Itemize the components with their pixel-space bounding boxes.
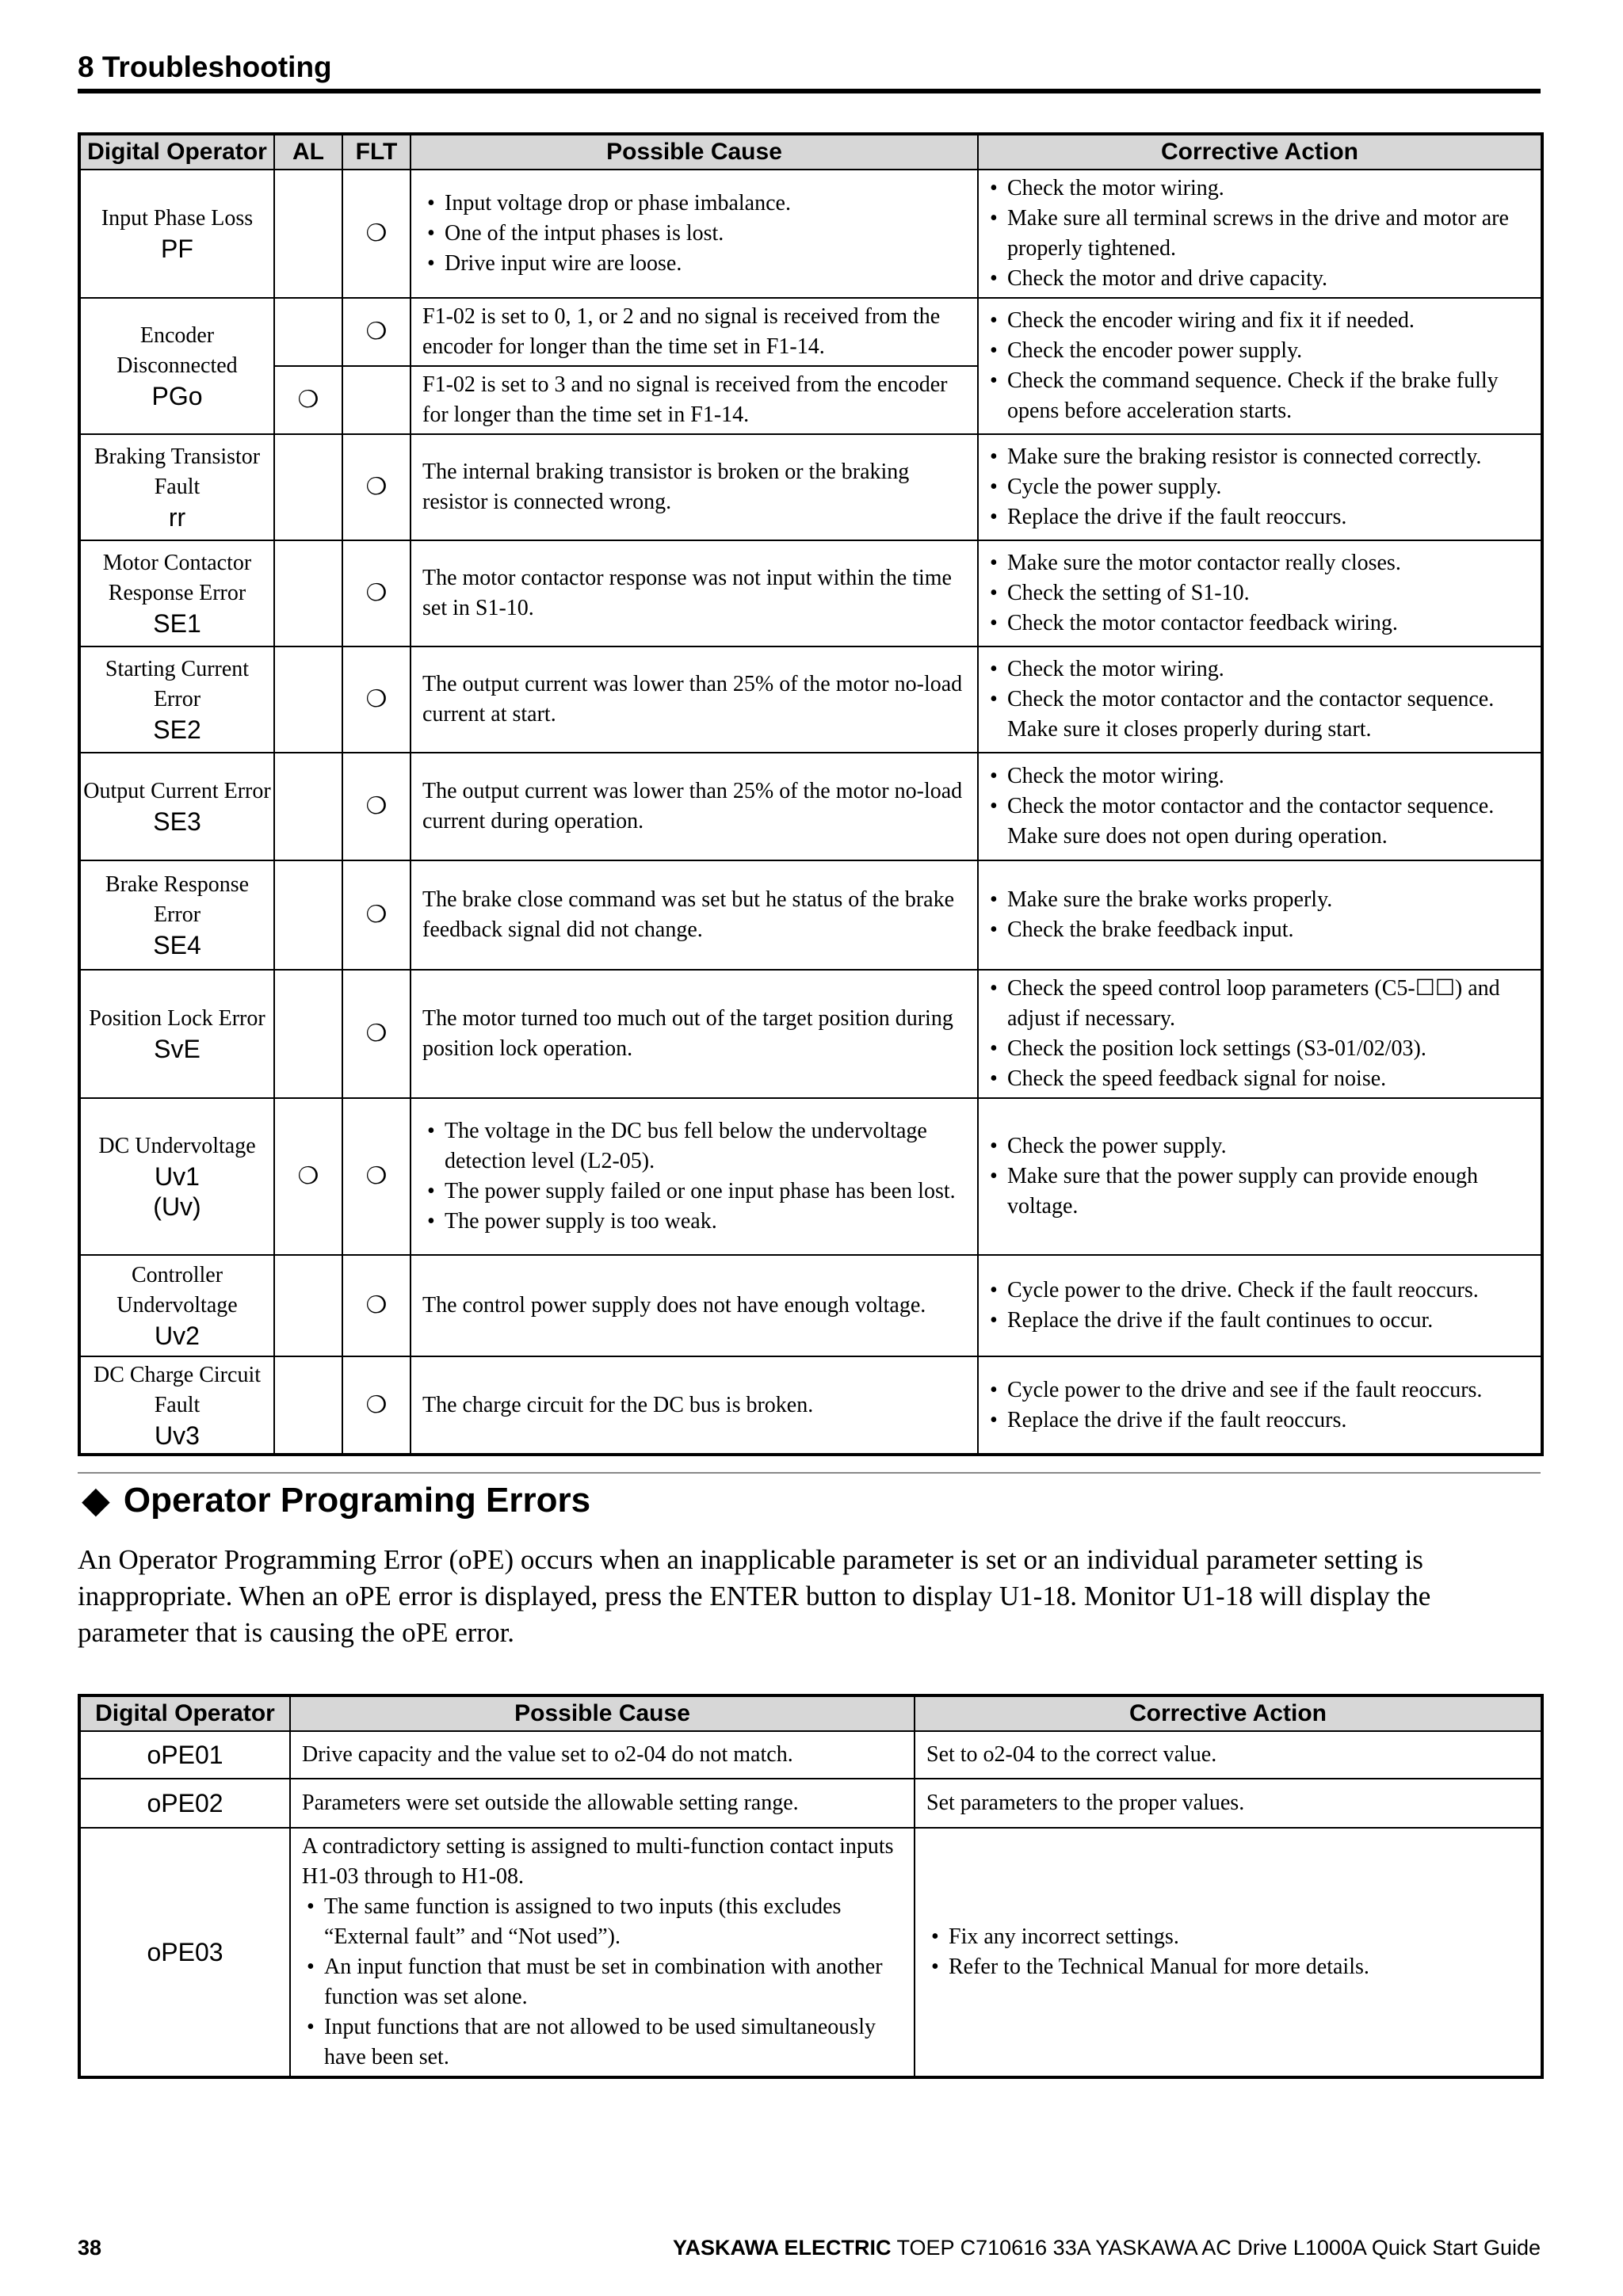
flt-cell [342, 366, 411, 434]
ope-code: oPE02 [79, 1779, 290, 1828]
al-cell [274, 753, 342, 860]
fault-code: PF [161, 235, 193, 263]
digital-operator-cell [79, 540, 274, 646]
header-possible-cause: Possible Cause [290, 1695, 915, 1731]
list-item: • Check the motor contactor and the contactor sequence. Make sure it closes properly during start. [985, 685, 1534, 745]
table-row [79, 753, 1542, 860]
possible-cause-cell [411, 170, 978, 298]
list-item: • Make sure the motor contactor really closes. [985, 548, 1534, 578]
list-item: • Check the position lock settings (S3-01/02/03). [985, 1034, 1534, 1064]
header-possible-cause: Possible Cause [411, 134, 978, 170]
possible-cause-cell: The charge circuit for the DC bus is broken. [411, 1356, 978, 1455]
table-row [79, 1098, 1542, 1255]
section-divider [78, 1472, 1541, 1474]
list-item: • Replace the drive if the fault reoccurs. [985, 502, 1534, 532]
list-item: • Cycle power to the drive and see if the fault reoccurs. [985, 1375, 1534, 1405]
digital-operator-cell [79, 1356, 274, 1455]
al-cell [274, 1356, 342, 1455]
possible-cause-cell: F1-02 is set to 3 and no signal is received from the encoder for longer than the time set in F1-14. [411, 366, 978, 434]
table-row [79, 646, 1542, 753]
list-item: • Check the motor and drive capacity. [985, 264, 1534, 294]
flt-cell: ❍ [342, 298, 411, 366]
flt-cell: ❍ [342, 1098, 411, 1255]
fault-code: SE4 [153, 931, 201, 959]
possible-cause-cell: The brake close command was set but he status of the brake feedback signal did not change. [411, 860, 978, 970]
list-item: • Check the motor wiring. [985, 761, 1534, 791]
header-corrective-action: Corrective Action [915, 1695, 1542, 1731]
fault-code: SE3 [153, 807, 201, 836]
footer-brand: YASKAWA ELECTRIC [672, 2236, 892, 2260]
fault-name: Braking Transistor Fault [94, 444, 261, 499]
fault-name: Encoder Disconnected [116, 323, 238, 378]
list-item: • Cycle the power supply. [985, 472, 1534, 502]
table-row [79, 434, 1542, 540]
flt-cell: ❍ [342, 1255, 411, 1356]
list-item: • Check the brake feedback input. [985, 915, 1534, 945]
al-cell [274, 540, 342, 646]
diamond-bullet-icon: ◆ [82, 1481, 109, 1520]
possible-cause-cell [411, 1098, 978, 1255]
list-item: • Check the speed feedback signal for noise. [985, 1064, 1534, 1094]
digital-operator-cell [79, 646, 274, 753]
flt-cell: ❍ [342, 860, 411, 970]
possible-cause-cell: The motor contactor response was not input within the time set in S1-10. [411, 540, 978, 646]
corrective-action-cell [978, 1356, 1542, 1455]
cause-intro: A contradictory setting is assigned to multi-function contact inputs H1-03 through to H1-08. [302, 1834, 894, 1889]
corrective-action-cell [978, 1255, 1542, 1356]
table-row [79, 970, 1542, 1098]
list-item: • Make sure that the power supply can provide enough voltage. [985, 1161, 1534, 1222]
corrective-action-cell [978, 1098, 1542, 1255]
list-item: • An input function that must be set in combination with another function was set alone. [302, 1952, 906, 2012]
corrective-action-cell [978, 170, 1542, 298]
al-cell [274, 170, 342, 298]
possible-cause-cell: The control power supply does not have enough voltage. [411, 1255, 978, 1356]
al-cell [274, 434, 342, 540]
list-item: • Input functions that are not allowed to be used simultaneously have been set. [302, 2012, 906, 2073]
list-item: • Check the motor contactor feedback wiring. [985, 608, 1534, 639]
fault-name: Brake Response Error [105, 872, 250, 927]
list-item: • Check the encoder wiring and fix it if needed. [985, 306, 1534, 336]
fault-code: SE1 [153, 609, 201, 638]
corrective-action-cell [978, 970, 1542, 1098]
section-title: Operator Programing Errors [123, 1481, 591, 1520]
list-item: • Make sure the braking resistor is connected correctly. [985, 442, 1534, 472]
possible-cause-cell: The output current was lower than 25% of the motor no-load current at start. [411, 646, 978, 753]
list-item: • Check the motor wiring. [985, 654, 1534, 685]
list-item: • Check the motor contactor and the contactor sequence. Make sure does not open during operation. [985, 791, 1534, 852]
table-row [79, 298, 1542, 366]
list-item: • Check the motor wiring. [985, 174, 1534, 204]
possible-cause-cell: The motor turned too much out of the target position during position lock operation. [411, 970, 978, 1098]
list-item: • Fix any incorrect settings. [926, 1922, 1534, 1952]
table-row [79, 1356, 1542, 1455]
possible-cause-cell [290, 1828, 915, 2077]
al-cell [274, 1255, 342, 1356]
page-title: 8 Troubleshooting [78, 51, 332, 83]
list-item: • Refer to the Technical Manual for more details. [926, 1952, 1534, 1982]
list-item: • Check the power supply. [985, 1131, 1534, 1161]
table-row [79, 1255, 1542, 1356]
fault-table [78, 132, 1544, 1456]
fault-code-alt: (Uv) [153, 1192, 201, 1221]
table-row [79, 1828, 1542, 2077]
digital-operator-cell [79, 970, 274, 1098]
ope-code: oPE03 [79, 1828, 290, 2077]
possible-cause-cell: The output current was lower than 25% of the motor no-load current during operation. [411, 753, 978, 860]
fault-name: Position Lock Error [89, 1006, 265, 1031]
corrective-action-cell: Set to o2-04 to the correct value. [915, 1731, 1542, 1779]
list-item: • Check the encoder power supply. [985, 336, 1534, 366]
header-corrective-action: Corrective Action [978, 134, 1542, 170]
fault-table-header [79, 134, 1542, 170]
digital-operator-cell [79, 298, 274, 434]
list-item: • Input voltage drop or phase imbalance. [422, 189, 969, 219]
possible-cause-cell: Drive capacity and the value set to o2-04 do not match. [290, 1731, 915, 1779]
fault-name: Motor Contactor Response Error [102, 551, 252, 605]
possible-cause-cell: Parameters were set outside the allowable setting range. [290, 1779, 915, 1828]
fault-name: Controller Undervoltage [116, 1263, 238, 1318]
fault-code: Uv3 [155, 1421, 200, 1450]
fault-name: Input Phase Loss [101, 206, 254, 231]
possible-cause-cell: F1-02 is set to 0, 1, or 2 and no signal is received from the encoder for longer than the time set in F1-14. [411, 298, 978, 366]
corrective-action-cell [915, 1828, 1542, 2077]
list-item: • The power supply failed or one input phase has been lost. [422, 1177, 969, 1207]
fault-name: Output Current Error [83, 779, 271, 803]
fault-code: Uv2 [155, 1322, 200, 1350]
fault-name: Starting Current Error [105, 657, 250, 711]
flt-cell: ❍ [342, 434, 411, 540]
corrective-action-cell [978, 298, 1542, 434]
list-item: • The power supply is too weak. [422, 1207, 969, 1237]
flt-cell: ❍ [342, 970, 411, 1098]
ope-code: oPE01 [79, 1731, 290, 1779]
al-cell: ❍ [274, 1098, 342, 1255]
section-heading [82, 1477, 590, 1524]
list-item: • Make sure all terminal screws in the drive and motor are properly tightened. [985, 204, 1534, 264]
footer-doc-info [673, 2236, 1541, 2260]
list-item: • Check the speed control loop parameters (C5-☐☐) and adjust if necessary. [985, 974, 1534, 1034]
ope-table-header [79, 1695, 1542, 1731]
al-cell: ❍ [274, 366, 342, 434]
page-header [78, 49, 1541, 93]
list-item: • Check the setting of S1-10. [985, 578, 1534, 608]
possible-cause-cell: The internal braking transistor is broken or the braking resistor is connected wrong. [411, 434, 978, 540]
corrective-action-cell [978, 860, 1542, 970]
al-cell [274, 970, 342, 1098]
section-intro: An Operator Programming Error (oPE) occurs when an inapplicable parameter is set or an individual parameter setting is inappropriate. When an oPE error is displayed, press the ENTER button to display U1-18. Monitor U1-18 will display the parameter that is causing the oPE error. [78, 1544, 1431, 1648]
al-cell [274, 860, 342, 970]
flt-cell: ❍ [342, 1356, 411, 1455]
header-al: AL [274, 134, 342, 170]
footer-doc: TOEP C710616 33A YASKAWA AC Drive L1000A Quick Start Guide [891, 2236, 1541, 2260]
header-digital-operator: Digital Operator [79, 134, 274, 170]
ope-table [78, 1694, 1544, 2079]
corrective-action-cell [978, 646, 1542, 753]
list-item: • The voltage in the DC bus fell below the undervoltage detection level (L2-05). [422, 1116, 969, 1177]
list-item: • Cycle power to the drive. Check if the fault reoccurs. [985, 1276, 1534, 1306]
digital-operator-cell [79, 434, 274, 540]
table-row [79, 170, 1542, 298]
fault-code: PGo [151, 382, 203, 410]
fault-code: SvE [154, 1035, 200, 1063]
digital-operator-cell [79, 1098, 274, 1255]
corrective-action-cell [978, 434, 1542, 540]
fault-code: SE2 [153, 715, 201, 744]
digital-operator-cell [79, 170, 274, 298]
header-digital-operator: Digital Operator [79, 1695, 290, 1731]
corrective-action-cell [978, 753, 1542, 860]
fault-name: DC Undervoltage [98, 1134, 256, 1158]
list-item: • Drive input wire are loose. [422, 249, 969, 279]
al-cell [274, 646, 342, 753]
table-row [79, 860, 1542, 970]
flt-cell: ❍ [342, 646, 411, 753]
al-cell [274, 298, 342, 366]
list-item: • Replace the drive if the fault reoccurs. [985, 1405, 1534, 1436]
corrective-action-cell [978, 540, 1542, 646]
fault-code: Uv1 [155, 1162, 200, 1191]
flt-cell: ❍ [342, 753, 411, 860]
list-item: • Make sure the brake works properly. [985, 885, 1534, 915]
header-flt: FLT [342, 134, 411, 170]
list-item: • One of the intput phases is lost. [422, 219, 969, 249]
fault-name: DC Charge Circuit Fault [93, 1362, 261, 1417]
table-row [79, 540, 1542, 646]
digital-operator-cell [79, 753, 274, 860]
corrective-action-cell: Set parameters to the proper values. [915, 1779, 1542, 1828]
flt-cell: ❍ [342, 540, 411, 646]
digital-operator-cell [79, 1255, 274, 1356]
page-number: 38 [78, 2236, 102, 2260]
flt-cell: ❍ [342, 170, 411, 298]
list-item: • Replace the drive if the fault continues to occur. [985, 1306, 1534, 1336]
list-item: • The same function is assigned to two inputs (this excludes “External fault” and “Not used”). [302, 1892, 906, 1952]
list-item: • Check the command sequence. Check if the brake fully opens before acceleration starts. [985, 366, 1534, 426]
table-row [79, 1779, 1542, 1828]
digital-operator-cell [79, 860, 274, 970]
fault-code: rr [168, 503, 186, 532]
table-row [79, 1731, 1542, 1779]
